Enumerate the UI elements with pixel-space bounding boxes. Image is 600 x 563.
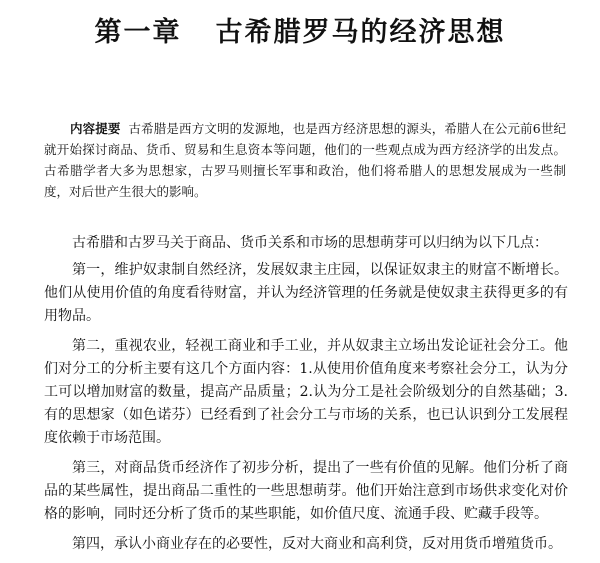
abstract-text: 古希腊是西方文明的发源地，也是西方经济思想的源头，希腊人在公元前6世纪就开始探讨商品、货币、贸易和生息资本等问题，他们的一些观点成为西方经济学的出发点。古希腊学者大多为思想家，古罗马则擅长军事和政治，他们将希腊人的思想发展成为一些制度，对后世产生很大的影响。 bbox=[44, 121, 566, 199]
paragraph-fourth: 第四，承认小商业存在的必要性，反对大商业和高利贷，反对用货币增殖货币。 bbox=[72, 536, 562, 552]
abstract-label: 内容提要 bbox=[70, 121, 121, 136]
chapter-abstract bbox=[44, 118, 566, 202]
paragraph-intro: 古希腊和古罗马关于商品、货币关系和市场的思想萌芽可以归纳为以下几点： bbox=[72, 235, 548, 251]
paragraph-third: 第三，对商品货币经济作了初步分析，提出了一些有价值的见解。他们分析了商品的某些属性，提出商品二重性的一些思想萌芽。他们开始注意到市场供求变化对价格的影响，同时还分析了货币的某些职能，如价值尺度、流通手段、贮藏手段等。 bbox=[44, 460, 568, 522]
body-text bbox=[44, 232, 568, 563]
paragraph-second: 第二，重视农业，轻视工商业和手工业，并从奴隶主立场出发论证社会分工。他们对分工的分析主要有这几个方面内容：1.从使用价值角度来考察社会分工，认为分工可以增加财富的数量，提高产品质量；2.认为分工是社会阶级划分的自然基础；3.有的思想家（如色诺芬）已经看到了社会分工与市场的关系，也已认识到分工发展程度依赖于市场范围。 bbox=[44, 338, 568, 446]
chapter-heading bbox=[0, 10, 600, 49]
chapter-title: 古希腊罗马的经济思想 bbox=[215, 17, 506, 48]
chapter-number: 第一章 bbox=[94, 17, 182, 48]
paragraph-first: 第一，维护奴隶制自然经济，发展奴隶主庄园，以保证奴隶主的财富不断增长。他们从使用价值的角度看待财富，并认为经济管理的任务就是使奴隶主获得更多的有用物品。 bbox=[44, 262, 568, 324]
